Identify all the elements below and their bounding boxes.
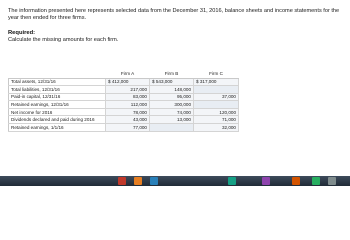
firm-b-retained-earnings-end: 300,000 (150, 101, 194, 109)
firm-c-retained-earnings-begin: 32,000 (194, 124, 239, 132)
taskbar-app-icon-2[interactable] (134, 177, 142, 185)
firm-b-total-assets: $ 543,000 (150, 78, 194, 86)
table-row (9, 78, 239, 86)
required-instructions: Calculate the missing amounts for each firm. (8, 37, 119, 43)
taskbar-app-icon-3[interactable] (150, 177, 158, 185)
taskbar (0, 176, 350, 186)
firm-a-dividends: 43,000 (106, 116, 150, 124)
firm-b-total-liabilities: 148,000 (150, 86, 194, 94)
taskbar-app-icon-6[interactable] (292, 177, 300, 185)
taskbar-app-icon-7[interactable] (312, 177, 320, 185)
row-label: Dividends declared and paid during 2016 (9, 116, 106, 124)
required-heading: Required: (8, 30, 36, 36)
header-firm-c: Firm C (194, 70, 239, 78)
taskbar-app-icon-4[interactable] (228, 177, 236, 185)
table-row (9, 108, 239, 116)
firm-c-net-income: 120,000 (194, 108, 239, 116)
header-firm-a: Firm A (106, 70, 150, 78)
row-label: Total assets, 12/31/16 (9, 78, 106, 86)
row-label: Net income for 2016 (9, 108, 106, 116)
table-row (9, 101, 239, 109)
row-label: Paid-in capital, 12/31/16 (9, 93, 106, 101)
table-header-row (9, 70, 239, 78)
firm-data-table (8, 70, 239, 132)
header-firm-b: Firm B (150, 70, 194, 78)
header-blank (9, 70, 106, 78)
table-row (9, 86, 239, 94)
taskbar-app-icon-1[interactable] (118, 177, 126, 185)
problem-intro-text: The information presented here represents selected data from the December 31, 2016, balance sheets and income statements for the year then ended for three firms. (8, 8, 340, 21)
table-row (9, 93, 239, 101)
firm-b-net-income: 74,000 (150, 108, 194, 116)
taskbar-app-icon-8[interactable] (328, 177, 336, 185)
firm-c-total-assets: $ 317,000 (194, 78, 239, 86)
row-label: Retained earnings, 12/31/16 (9, 101, 106, 109)
firm-b-paid-in-capital: 95,000 (150, 93, 194, 101)
taskbar-app-icon-5[interactable] (262, 177, 270, 185)
firm-b-retained-earnings-begin-input[interactable] (150, 124, 194, 132)
firm-a-total-assets: $ 412,000 (106, 78, 150, 86)
firm-a-paid-in-capital: 83,000 (106, 93, 150, 101)
row-label: Total liabilities, 12/31/16 (9, 86, 106, 94)
firm-a-total-liabilities: 217,000 (106, 86, 150, 94)
firm-c-retained-earnings-end-input[interactable] (194, 101, 239, 109)
table-row (9, 116, 239, 124)
firm-a-net-income: 78,000 (106, 108, 150, 116)
firm-a-retained-earnings-begin: 77,000 (106, 124, 150, 132)
firm-c-paid-in-capital: 37,000 (194, 93, 239, 101)
firm-c-dividends: 71,000 (194, 116, 239, 124)
firm-a-retained-earnings-end: 112,000 (106, 101, 150, 109)
row-label: Retained earnings, 1/1/16 (9, 124, 106, 132)
firm-c-total-liabilities-input[interactable] (194, 86, 239, 94)
firm-b-dividends: 13,000 (150, 116, 194, 124)
table-row (9, 124, 239, 132)
